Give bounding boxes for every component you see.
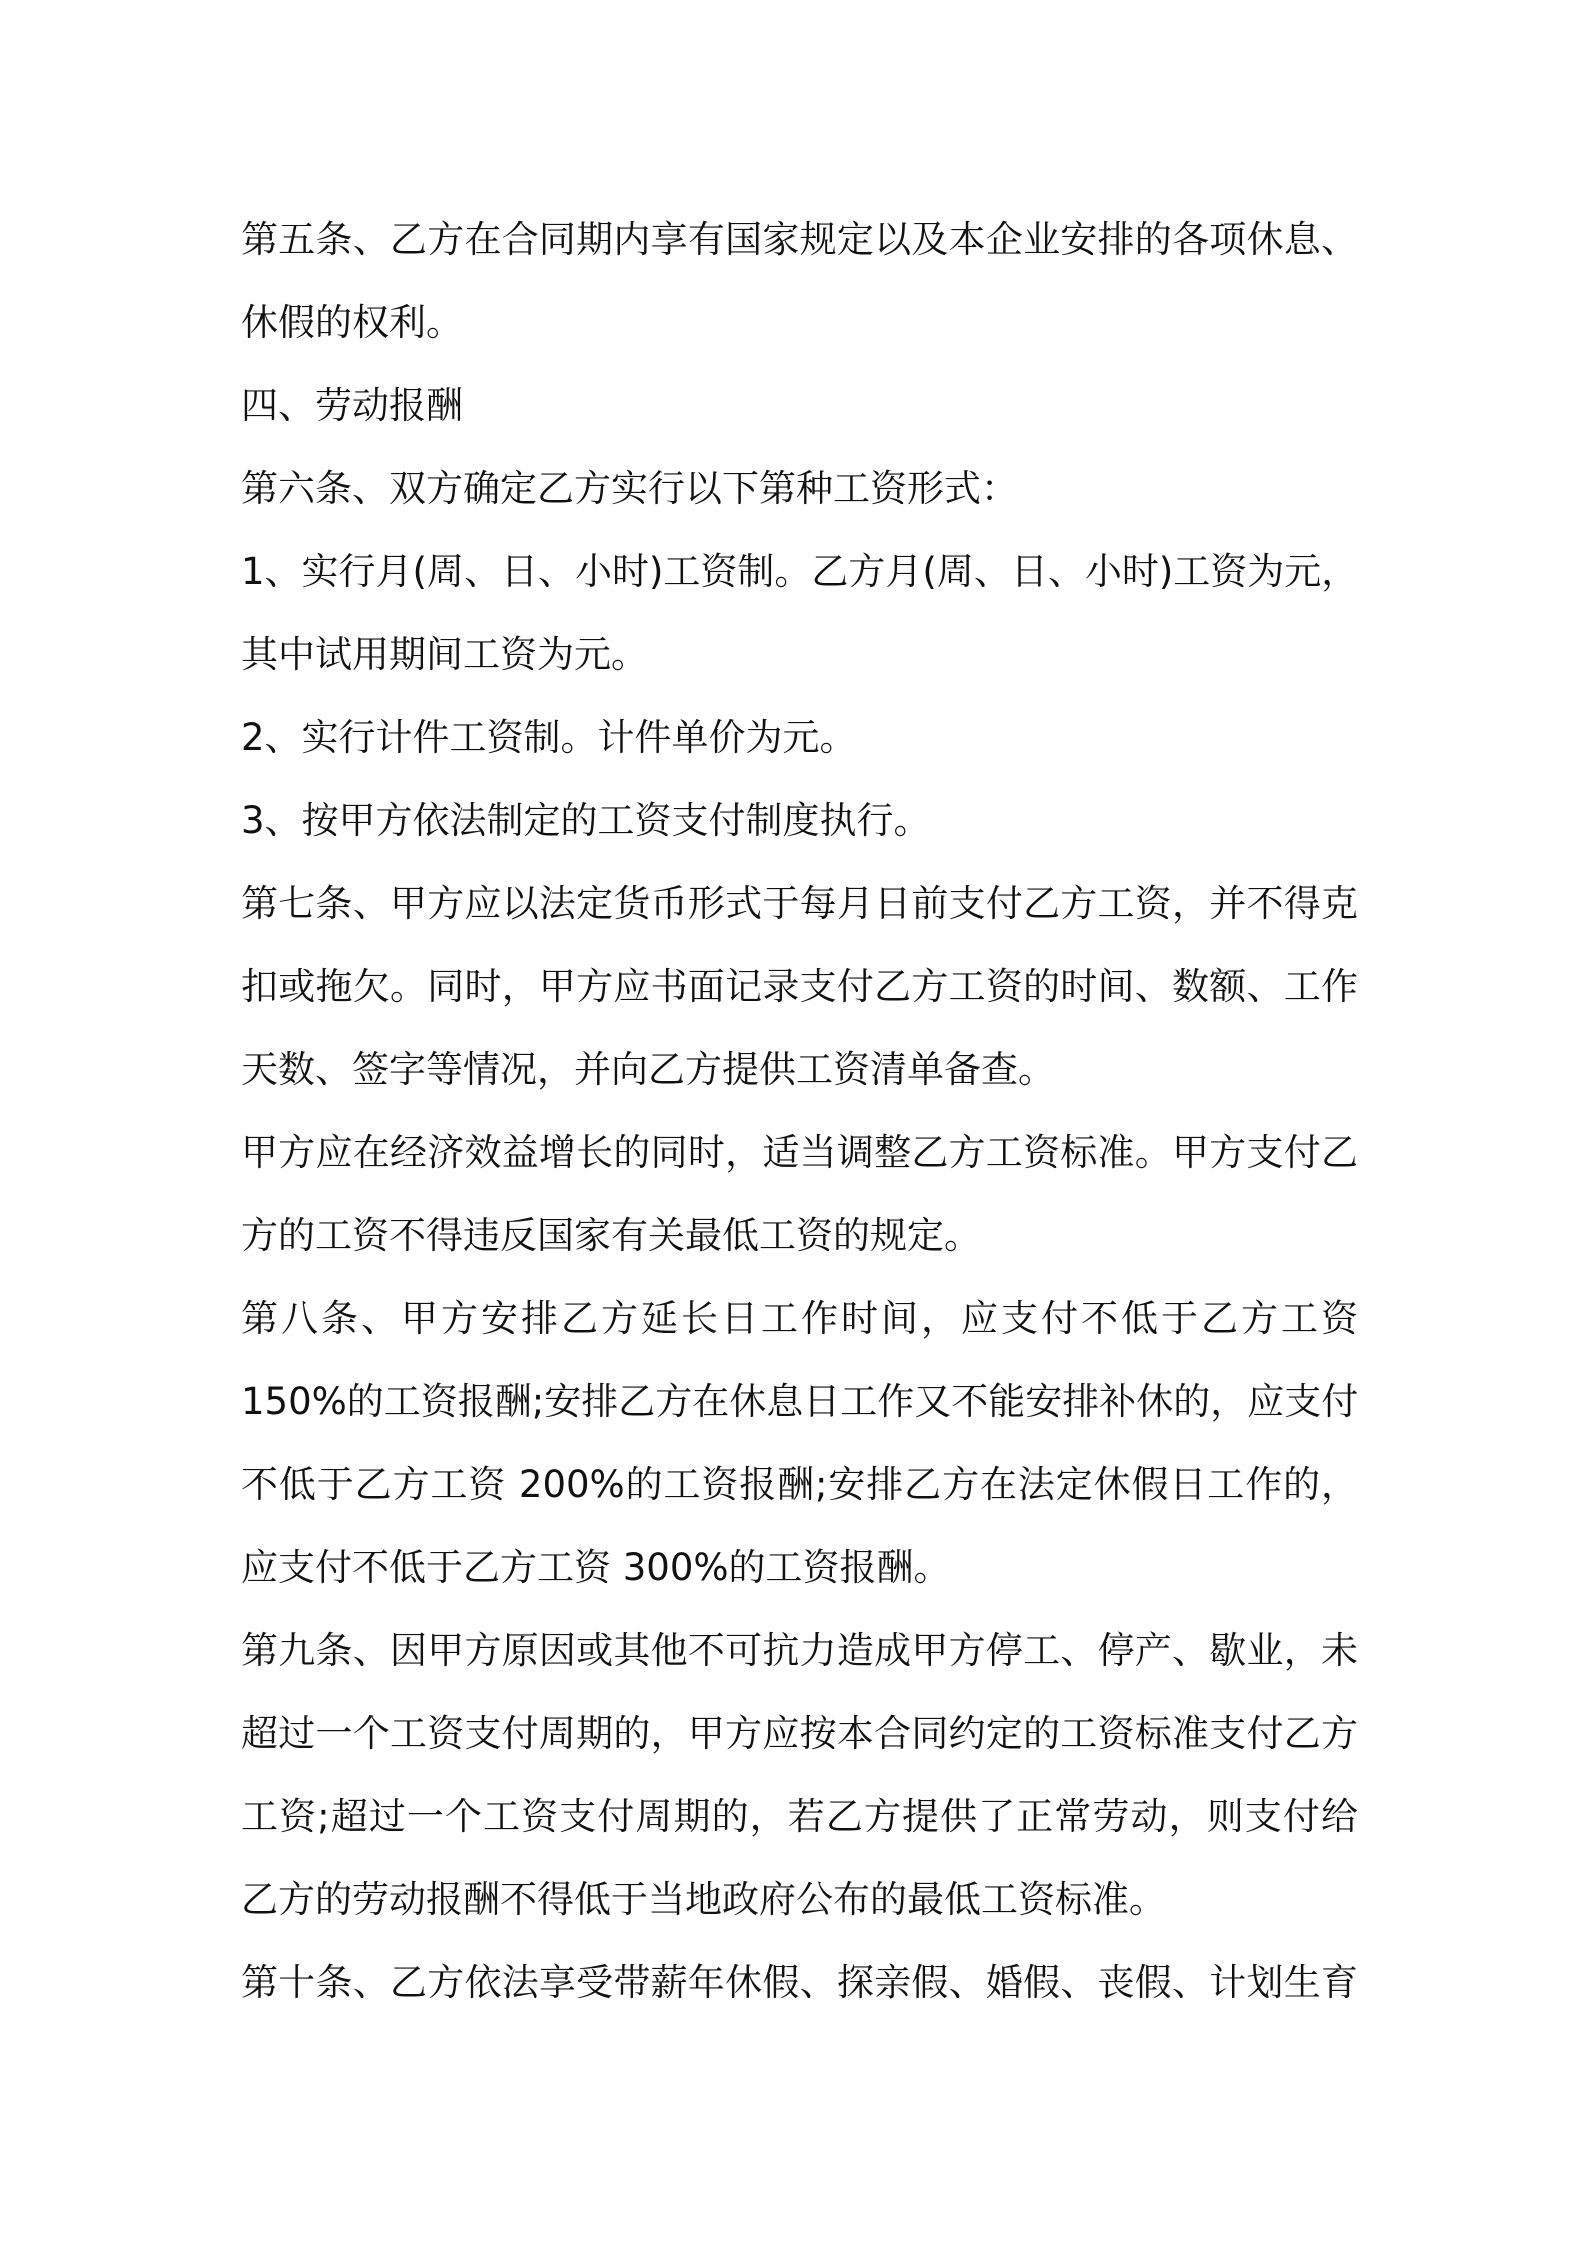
text-line: 方的工资不得违反国家有关最低工资的规定。 — [241, 1214, 981, 1257]
text-line: 扣或拖欠。同时，甲方应书面记录支付乙方工资的时间、数额、工作 — [241, 965, 1358, 1008]
text-line: 第十条、乙方依法享受带薪年休假、探亲假、婚假、丧假、计划生育 — [241, 1961, 1358, 2004]
document-body — [241, 198, 1361, 2024]
text-line: 应支付不低于乙方工资 300%的工资报酬。 — [241, 1546, 951, 1589]
text-line: 其中试用期间工资为元。 — [241, 633, 648, 676]
text-line: 工资;超过一个工资支付周期的，若乙方提供了正常劳动，则支付给 — [241, 1795, 1358, 1838]
text-line: 2、实行计件工资制。计件单价为元。 — [241, 716, 857, 759]
text-line: 150%的工资报酬;安排乙方在休息日工作又不能安排补休的，应支付 — [241, 1380, 1359, 1423]
text-line: 1、实行月(周、日、小时)工资制。乙方月(周、日、小时)工资为元， — [241, 550, 1359, 593]
text-line: 天数、签字等情况，并向乙方提供工资清单备查。 — [241, 1048, 1055, 1091]
text-line: 不低于乙方工资 200%的工资报酬;安排乙方在法定休假日工作的， — [241, 1463, 1358, 1506]
text-line: 甲方应在经济效益增长的同时，适当调整乙方工资标准。甲方支付乙 — [241, 1131, 1358, 1174]
text-line: 第九条、因甲方原因或其他不可抗力造成甲方停工、停产、歇业，未 — [241, 1629, 1358, 1672]
text-line: 第八条、甲方安排乙方延长日工作时间，应支付不低于乙方工资 — [241, 1297, 1358, 1340]
text-line: 乙方的劳动报酬不得低于当地政府公布的最低工资标准。 — [241, 1878, 1166, 1921]
text-line: 第七条、甲方应以法定货币形式于每月日前支付乙方工资，并不得克 — [241, 882, 1358, 925]
text-line: 超过一个工资支付周期的，甲方应按本合同约定的工资标准支付乙方 — [241, 1712, 1358, 1755]
text-line: 第五条、乙方在合同期内享有国家规定以及本企业安排的各项休息、 — [241, 218, 1358, 261]
text-line: 休假的权利。 — [241, 301, 463, 344]
text-line: 3、按甲方依法制定的工资支付制度执行。 — [241, 799, 931, 842]
text-line: 第六条、双方确定乙方实行以下第种工资形式： — [241, 467, 1018, 510]
section-heading: 四、劳动报酬 — [241, 384, 463, 427]
